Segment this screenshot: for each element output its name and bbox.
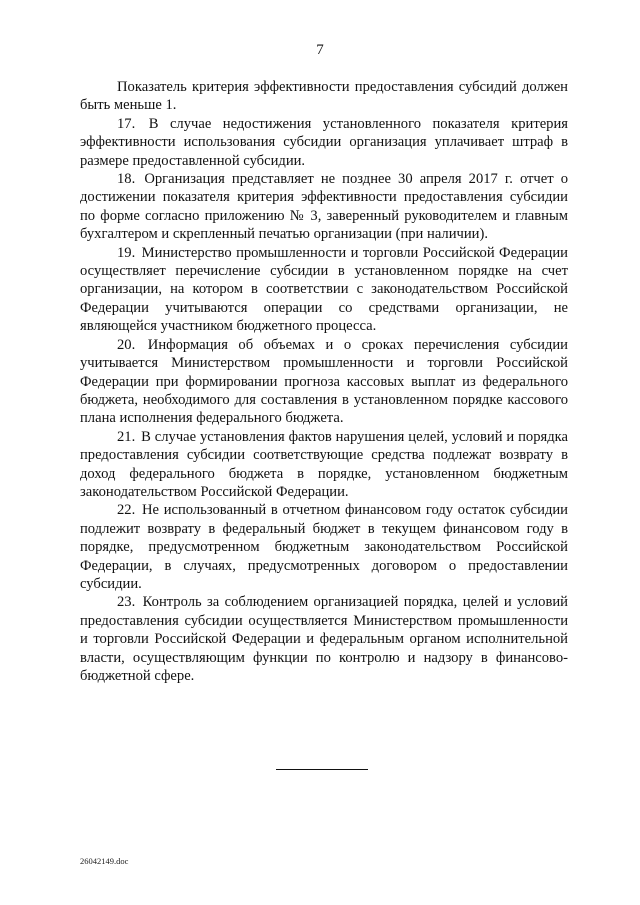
page-number: 7	[316, 42, 324, 58]
paragraph-18	[80, 170, 568, 244]
paragraph-number: 20.	[117, 336, 136, 353]
document-file-reference: 26042149.doc	[80, 856, 129, 866]
paragraph-number: 17.	[117, 115, 136, 132]
paragraph-number: 23.	[117, 594, 136, 611]
paragraph-23	[80, 593, 568, 685]
paragraph-text: В случае установления фактов нарушения целей, условий и порядка предоставления субсидии соответствующие средства подлежат возврату в доход федерального бюджета в порядке, установленном бюджетным законодательством Российской Федерации.	[80, 428, 568, 500]
paragraph-number: 21.	[117, 428, 136, 445]
paragraph-text: Информация об объемах и о сроках перечисления субсидии учитывается Министерством промышленности и торговли Российской Федерации при формировании прогноза кассовых выплат из федерального бюджета, необходимого для составления в установленном порядке кассового плана исполнения федерального бюджета.	[80, 336, 568, 427]
paragraph-number: 18.	[117, 171, 136, 188]
paragraph-17	[80, 115, 568, 170]
paragraph-21	[80, 428, 568, 502]
paragraph-text: Показатель критерия эффективности предоставления субсидий должен быть меньше 1.	[80, 79, 568, 114]
paragraph-20	[80, 336, 568, 428]
paragraph-text: В случае недостижения установленного показателя критерия эффективности использования субсидии организация уплачивает штраф в размере предоставленной субсидии.	[80, 115, 568, 169]
end-divider-line	[276, 769, 368, 770]
paragraph-text: Контроль за соблюдением организацией порядка, целей и условий предоставления субсидии осуществляется Министерством промышленности и торговли Российской Федерации и федеральным органом исполнительной власти, осуществляющим функции по контролю и надзору в финансово-бюджетной сфере.	[80, 594, 568, 684]
paragraph-22	[80, 501, 568, 593]
paragraph-number: 22.	[117, 502, 136, 519]
document-body	[80, 78, 568, 685]
paragraph-criterion	[80, 78, 568, 115]
paragraph-number: 19.	[117, 244, 136, 261]
paragraph-text: Организация представляет не позднее 30 апреля 2017 г. отчет о достижении показателя критерия эффективности предоставления субсидии по форме согласно приложению № 3, заверенный руководителем и главным бухгалтером и скрепленный печатью организации (при наличии).	[80, 171, 568, 243]
paragraph-text: Министерство промышленности и торговли Российской Федерации осуществляет перечисление субсидии в установленном порядке на счет организации, на котором в соответствии с законодательством Российской Федерации учитываются операции со средствами организации, не являющейся участником бюджетного процесса.	[80, 244, 568, 335]
paragraph-text: Не использованный в отчетном финансовом году остаток субсидии подлежит возврату в федеральный бюджет в текущем финансовом году в порядке, предусмотренном бюджетным законодательством Российской Федерации, в случаях, предусмотренных договором о предоставлении субсидии.	[80, 502, 568, 592]
paragraph-19	[80, 244, 568, 336]
